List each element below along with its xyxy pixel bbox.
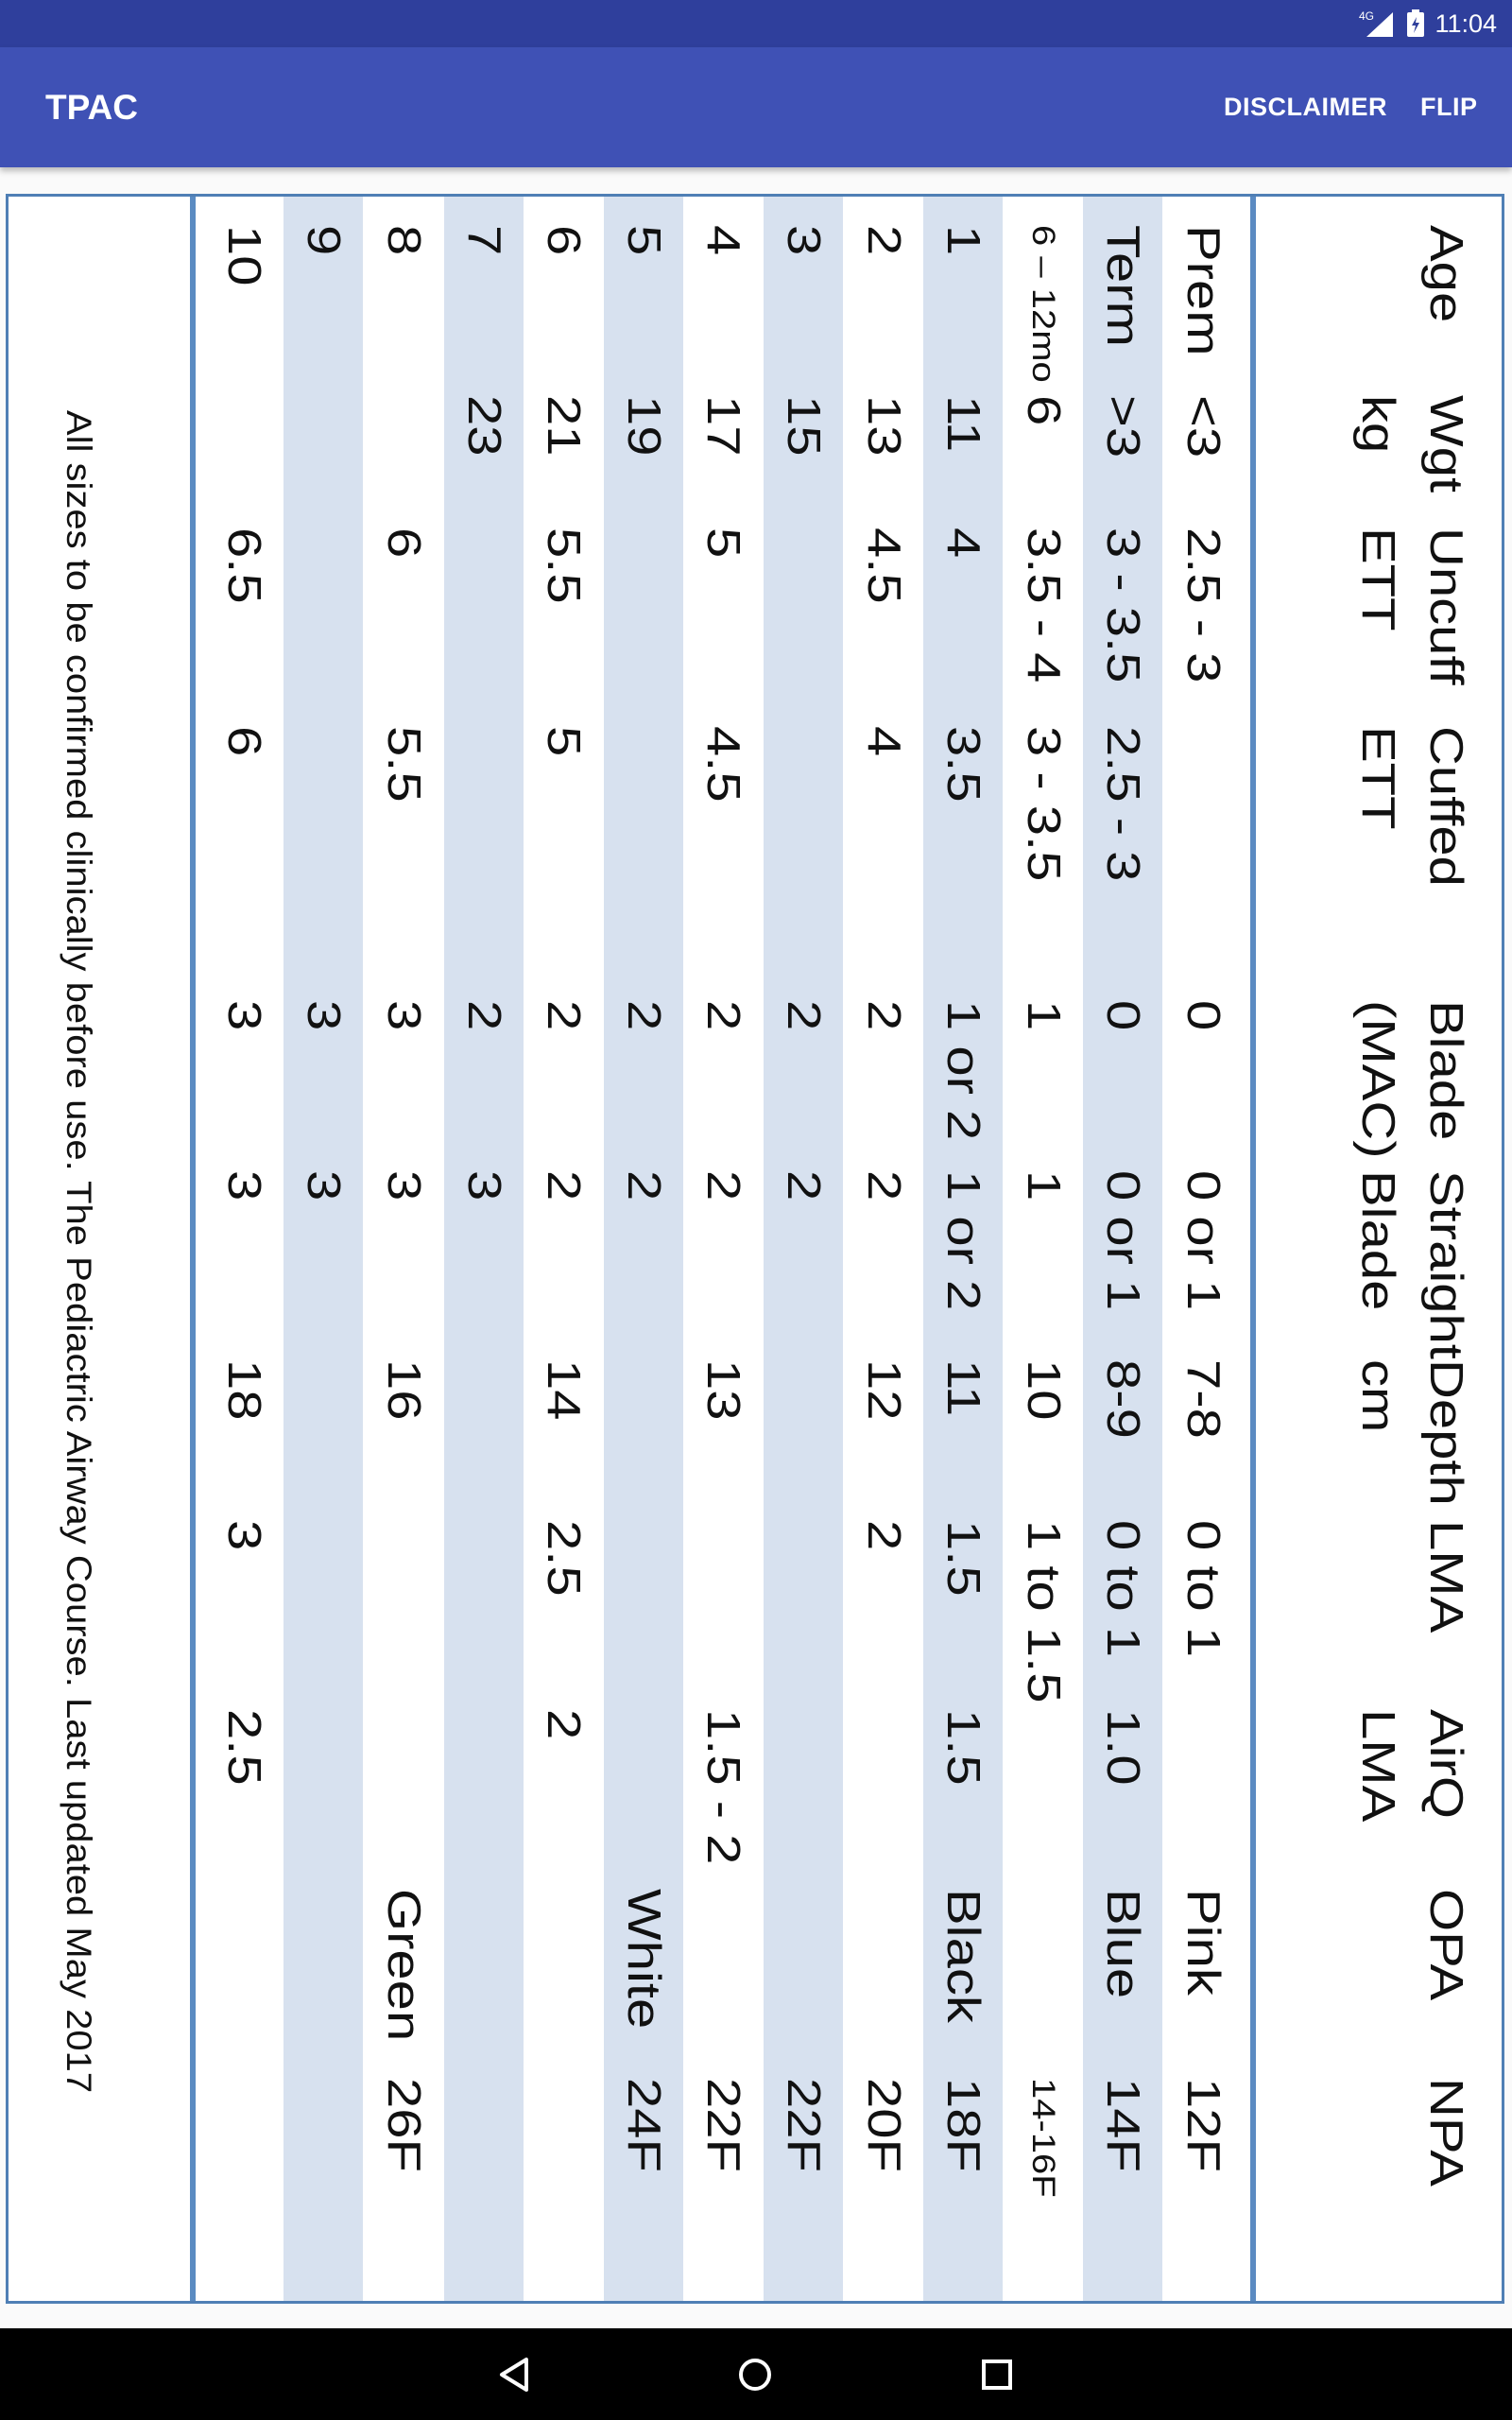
table-cell: 4: [857, 726, 910, 757]
table-cell: 1: [1017, 1170, 1070, 1201]
disclaimer-button[interactable]: DISCLAIMER: [1224, 93, 1387, 121]
table-cell: 1: [937, 225, 990, 256]
table-cell: 5: [617, 225, 670, 256]
recents-icon[interactable]: [964, 2342, 1030, 2408]
table-row: [1163, 197, 1243, 2304]
table-cell: 1: [1017, 1000, 1070, 1031]
header-cell-subtitle: ETT: [1351, 726, 1405, 830]
header-cell: Age: [1419, 225, 1473, 323]
table-cell: 3.5: [937, 726, 990, 803]
table-cell: 26F: [377, 2078, 431, 2172]
status-icons: [1359, 6, 1497, 42]
table-cell: 3: [377, 1000, 431, 1031]
table-cell: 13: [857, 395, 910, 457]
table-row: [844, 197, 923, 2304]
table-cell: 3 - 3.5: [1017, 726, 1070, 882]
table-cell: 0 or 1: [1097, 1170, 1150, 1311]
battery-icon: [1406, 9, 1425, 38]
table-cell: 2: [857, 1000, 910, 1031]
table-cell: 10: [217, 225, 270, 286]
table-cell: 19: [617, 395, 670, 457]
status-bar: [0, 0, 1512, 47]
table-cell: 17: [697, 395, 750, 457]
table-cell: 2: [697, 1170, 750, 1201]
home-icon[interactable]: [722, 2342, 788, 2408]
table-row: [1083, 197, 1162, 2304]
flip-button[interactable]: FLIP: [1420, 93, 1478, 121]
table-cell: 5.5: [377, 726, 431, 803]
table-cell: 2: [857, 1520, 910, 1551]
network-type: 4G: [1359, 9, 1375, 23]
footnote: All sizes to be confirmed clinically before use. The Pediactric Airway Course. Last updated May 2017: [59, 409, 98, 2094]
airway-chart[interactable]: [6, 194, 1504, 2304]
table-cell: 1.5 - 2: [697, 1709, 750, 1865]
table-cell: 2: [857, 225, 910, 256]
table-row: [683, 197, 763, 2304]
table-cell: 15: [777, 395, 831, 457]
table-cell: 20F: [857, 2078, 910, 2172]
table-cell: Prem: [1177, 225, 1230, 356]
header-cell-subtitle: (MAC): [1351, 1000, 1405, 1159]
table-cell: 2: [617, 1000, 670, 1031]
table-row: [284, 197, 363, 2304]
table-cell: 2: [857, 1170, 910, 1201]
table-cell: 0 or 1: [1177, 1170, 1230, 1311]
header-cell: NPA: [1419, 2078, 1473, 2187]
table-cell: 8: [377, 225, 431, 256]
header-cell-subtitle: cm: [1351, 1359, 1405, 1433]
table-cell: 11: [937, 1359, 990, 1417]
table-row: [604, 197, 683, 2304]
table-cell: 2: [697, 1000, 750, 1031]
table-cell: 18F: [937, 2078, 990, 2172]
table-cell: 2: [538, 1000, 591, 1031]
header-cell-subtitle: LMA: [1351, 1709, 1405, 1823]
header-cell: AirQ: [1419, 1709, 1473, 1819]
table-cell: 2: [457, 1000, 510, 1031]
status-time: 11:04: [1435, 9, 1497, 38]
table-cell: 1 or 2: [937, 1000, 990, 1141]
table-row: [204, 197, 284, 2304]
header-cell: Wgt: [1419, 395, 1473, 493]
table-cell: 5.5: [538, 527, 591, 604]
header-cell: LMA: [1419, 1520, 1473, 1634]
table-cell: 8-9: [1097, 1359, 1150, 1439]
header-cell: Uncuff: [1419, 527, 1473, 685]
table-cell: 2.5 - 3: [1097, 726, 1150, 882]
table-cell: 2.5 - 3: [1177, 527, 1230, 683]
table-row: [444, 197, 524, 2304]
table-cell: 11: [937, 395, 990, 453]
header-cell: OPA: [1419, 1889, 1473, 2001]
header-cell: Straight: [1419, 1170, 1473, 1359]
table-cell: 7: [457, 225, 510, 256]
table-row: [1004, 197, 1083, 2304]
table-cell: 21: [538, 395, 591, 457]
table-cell: 6.5: [217, 527, 270, 604]
table-cell: Black: [937, 1889, 990, 2023]
table-cell: 10: [1017, 1359, 1070, 1421]
back-icon[interactable]: [482, 2342, 548, 2408]
table-cell: 0: [1097, 1000, 1150, 1031]
table-cell: 18: [217, 1359, 270, 1421]
table-cell: 2: [538, 1709, 591, 1740]
header-cell: Cuffed: [1419, 726, 1473, 887]
table-cell: 6: [377, 527, 431, 559]
table-cell: 6: [538, 225, 591, 256]
table-cell: 22F: [697, 2078, 750, 2172]
table-cell: 3: [457, 1170, 510, 1201]
table-cell: 4.5: [697, 726, 750, 803]
table-cell: 2: [777, 1170, 831, 1201]
table-cell: Blue: [1097, 1889, 1150, 1999]
table-cell: 16: [377, 1359, 431, 1421]
table-cell: 4: [697, 225, 750, 256]
table-cell: 3: [298, 1000, 351, 1031]
table-cell: Term: [1097, 225, 1150, 347]
table-cell: Green: [377, 1889, 431, 2042]
table-cell: 4: [937, 527, 990, 559]
table-cell: 13: [697, 1359, 750, 1421]
navigation-bar: [0, 2328, 1512, 2420]
table-cell: >3: [1097, 395, 1150, 458]
table-cell: 0 to 1: [1177, 1520, 1230, 1658]
table-cell: 6 – 12mo: [1025, 225, 1061, 383]
table-row: [923, 197, 1003, 2304]
table-cell: 6: [1017, 395, 1070, 426]
table-cell: Pink: [1177, 1889, 1230, 1996]
table-cell: 5: [697, 527, 750, 559]
signal-icon: [1359, 9, 1397, 39]
table-cell: 1.0: [1097, 1709, 1150, 1786]
table-cell: 3: [217, 1000, 270, 1031]
table-row: [764, 197, 843, 2304]
table-cell: 2: [777, 1000, 831, 1031]
table-cell: 3: [298, 1170, 351, 1201]
table-cell: 3: [217, 1520, 270, 1551]
app-bar: [0, 47, 1512, 167]
table-cell: 6: [217, 726, 270, 757]
table-cell: 1 or 2: [937, 1170, 990, 1311]
table-cell: 3: [777, 225, 831, 256]
table-cell: 14: [538, 1359, 591, 1421]
rotated-table: [9, 197, 1504, 2304]
table-cell: <3: [1177, 395, 1230, 458]
table-cell: 1.5: [937, 1709, 990, 1786]
table-cell: 22F: [777, 2078, 831, 2172]
table-row: [364, 197, 443, 2304]
table-cell: 5: [538, 726, 591, 757]
table-cell: 3: [377, 1170, 431, 1201]
table-cell: 23: [457, 395, 510, 457]
table-cell: 2: [538, 1170, 591, 1201]
table-bottom-separator: [190, 197, 196, 2304]
table-cell: 1 to 1.5: [1017, 1520, 1070, 1703]
table-cell: 4.5: [857, 527, 910, 604]
table-cell: 9: [298, 225, 351, 256]
table-cell: White: [617, 1889, 670, 2030]
table-cell: 3 - 3.5: [1097, 527, 1150, 683]
table-cell: 12: [857, 1359, 910, 1421]
header-separator: [1250, 197, 1256, 2304]
table-cell: 14F: [1097, 2078, 1150, 2172]
table-cell: 0: [1177, 1000, 1230, 1031]
table-cell: 14-16F: [1025, 2078, 1061, 2198]
table-cell: 1.5: [937, 1520, 990, 1597]
table-row: [524, 197, 603, 2304]
header-cell-subtitle: ETT: [1351, 527, 1405, 631]
table-cell: 2.5: [217, 1709, 270, 1786]
table-cell: 3: [217, 1170, 270, 1201]
header-cell-subtitle: kg: [1351, 395, 1405, 454]
app-title: TPAC: [45, 88, 138, 127]
table-cell: 7-8: [1177, 1359, 1230, 1439]
table-cell: 3.5 - 4: [1017, 527, 1070, 683]
table-cell: 12F: [1177, 2078, 1230, 2172]
table-cell: 0 to 1: [1097, 1520, 1150, 1658]
header-cell: Depth: [1419, 1359, 1473, 1506]
table-cell: 2: [617, 1170, 670, 1201]
table-cell: 2.5: [538, 1520, 591, 1597]
table-cell: 24F: [617, 2078, 670, 2172]
header-cell: Blade: [1419, 1000, 1473, 1141]
header-cell-subtitle: Blade: [1351, 1170, 1405, 1311]
content-area: [0, 167, 1512, 2328]
